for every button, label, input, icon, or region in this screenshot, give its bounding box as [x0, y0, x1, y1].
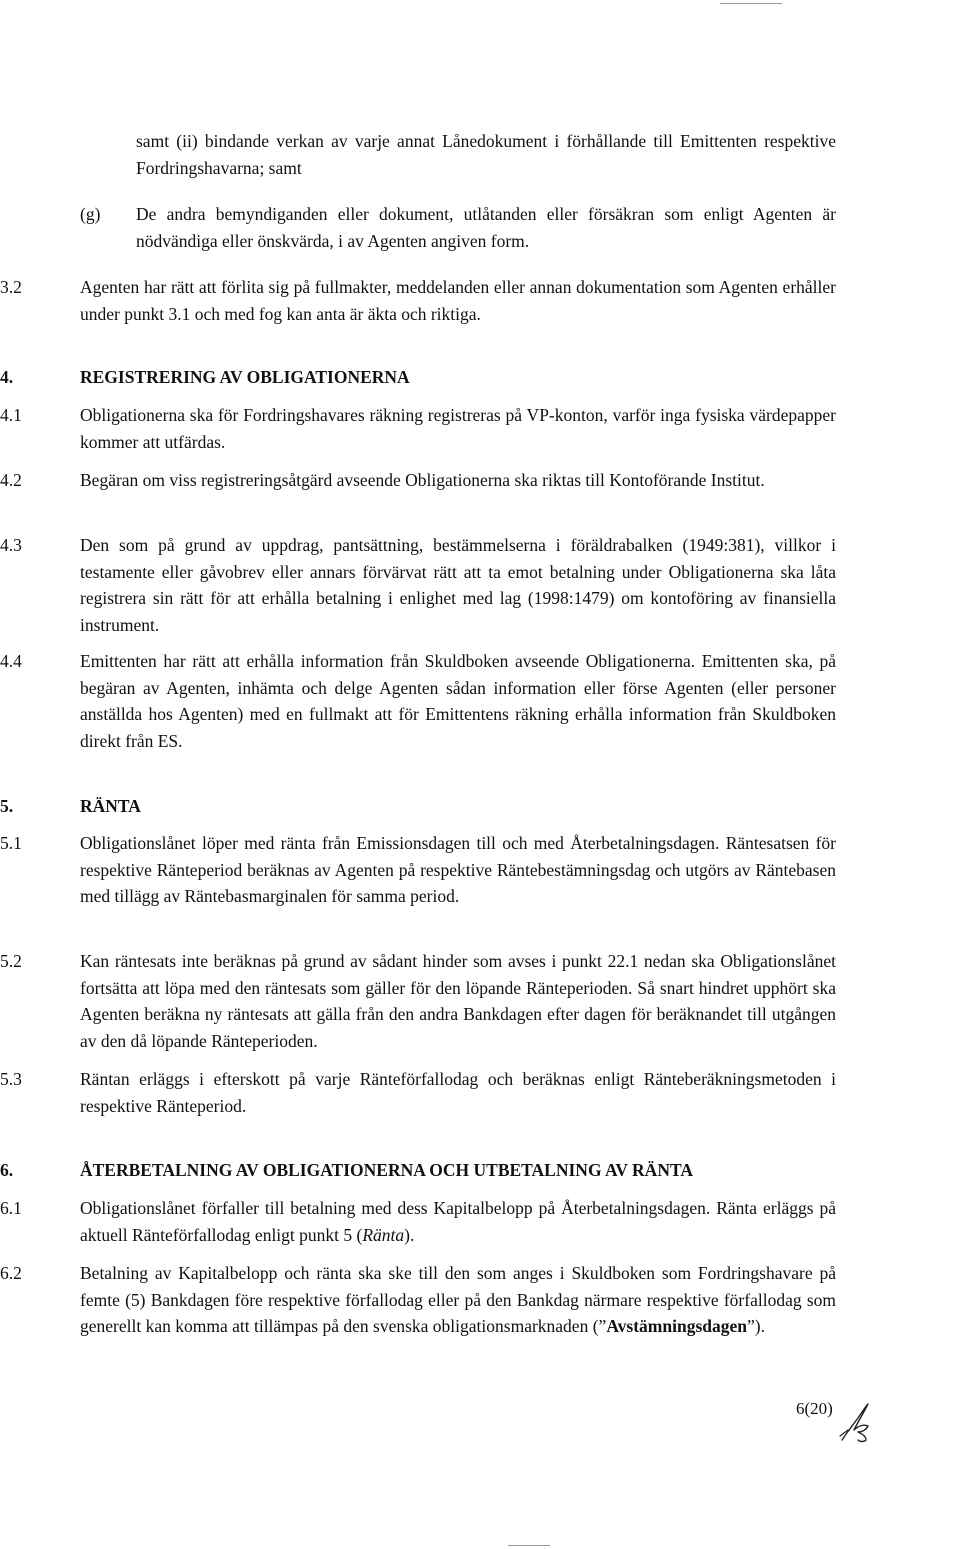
clause-6-2-text-b: ”). [747, 1316, 765, 1336]
clause-6-1-text [80, 1195, 836, 1248]
continuation-text: samt (ii) bindande verkan av varje annat Lånedokument i förhållande till Emittenten respektive Fordringshavarna; samt [136, 131, 836, 178]
continuation-paragraph [136, 128, 836, 181]
clause-4-3 [0, 532, 836, 638]
clause-3-2-number: 3.2 [0, 277, 22, 297]
clause-5-1-text: Obligationslånet löper med ränta från Emissionsdagen till och med Återbetalningsdagen. Räntesatsen för respektive Ränteperiod beräknas av Agenten på respektive Räntebestämningsdag och utgörs av Räntebasen med tillägg av Räntebasmarginalen för samma period. [80, 833, 836, 906]
handwritten-initials-signature [836, 1400, 876, 1444]
scan-artifact-line [720, 3, 782, 4]
clause-g-number: (g) [80, 204, 101, 224]
clause-5-2-number: 5.2 [0, 951, 22, 971]
section-4-title: REGISTRERING AV OBLIGATIONERNA [80, 367, 410, 387]
clause-4-4-text: Emittenten har rätt att erhålla information från Skuldboken avseende Obligationerna. Emittenten ska, på begäran av Agenten, inhämta och delge Agenten sådan information eller förse Agenten (eller personer anställda hos Agenten) med en fullmakt att för Emittentens räkning erhålla information från Skuldboken direkt från ES. [80, 651, 836, 751]
clause-5-3 [0, 1066, 836, 1119]
clause-3-2-text: Agenten har rätt att förlita sig på fullmakter, meddelanden eller annan dokumentation som Agenten erhåller under punkt 3.1 och med fog kan anta är äkta och riktiga. [80, 277, 836, 324]
clause-6-2-number: 6.2 [0, 1263, 22, 1283]
clause-5-1 [0, 830, 836, 910]
clause-4-3-number: 4.3 [0, 535, 22, 555]
clause-6-1-text-a: Obligationslånet förfaller till betalning med dess Kapitalbelopp på Återbetalningsdagen. Ränta erläggs på aktuell Ränteförfallodag enligt punkt 5 ( [80, 1198, 836, 1245]
clause-6-2 [0, 1260, 836, 1340]
clause-5-3-text: Räntan erläggs i efterskott på varje Ränteförfallodag och beräknas enligt Ränteberäkningsmetoden i respektive Ränteperiod. [80, 1069, 836, 1116]
clause-5-1-number: 5.1 [0, 833, 22, 853]
clause-6-2-text [80, 1260, 836, 1340]
section-4-number: 4. [0, 367, 14, 387]
clause-5-2 [0, 948, 836, 1054]
section-5-title: RÄNTA [80, 796, 141, 816]
clause-6-2-defined-term: Avstämningsdagen [606, 1316, 747, 1336]
clause-g-text: De andra bemyndiganden eller dokument, utlåtanden eller försäkran som enligt Agenten är nödvändiga eller önskvärda, i av Agenten angiven form. [136, 204, 836, 251]
clause-5-3-number: 5.3 [0, 1069, 22, 1089]
clause-3-2 [0, 274, 836, 327]
page-number: 6(20) [796, 1399, 833, 1418]
clause-4-4-number: 4.4 [0, 651, 22, 671]
clause-6-2-text-a: Betalning av Kapitalbelopp och ränta ska ske till den som anges i Skuldboken som Fordringshavare på femte (5) Bankdagen före respektive förfallodag eller på den Bankdag närmare respektive förfallodag som generellt kan komma att tillämpas på den svenska obligationsmarknaden (” [80, 1263, 836, 1336]
clause-5-2-text: Kan räntesats inte beräknas på grund av sådant hinder som avses i punkt 22.1 nedan ska Obligationslånet fortsätta att löpa med den räntesats som gäller för den löpande Ränteperioden. Så snart hindret upphört ska Agenten beräkna ny räntesats att gälla från den andra Bankdagen efter dagen för beräknandet till utgången av den då löpande Ränteperioden. [80, 951, 836, 1051]
clause-6-1-text-b: ). [404, 1224, 415, 1245]
section-5-number: 5. [0, 796, 14, 816]
section-6-title: ÅTERBETALNING AV OBLIGATIONERNA OCH UTBETALNING AV RÄNTA [80, 1160, 693, 1180]
clause-4-1-number: 4.1 [0, 405, 22, 425]
clause-6-1-number: 6.1 [0, 1198, 22, 1218]
clause-4-3-text: Den som på grund av uppdrag, pantsättning, bestämmelserna i föräldrabalken (1949:381), villkor i testamente eller gåvobrev eller annars förvärvat rätt att ta emot betalning under Obligationerna ska låta registrera sin rätt för att erhålla betalning i enlighet med lag (1998:1479) om kontoföring av finansiella instrument. [80, 535, 836, 635]
clause-g [80, 201, 836, 254]
clause-4-2 [0, 467, 836, 494]
clause-4-2-number: 4.2 [0, 470, 22, 490]
clause-4-4 [0, 648, 836, 754]
clause-4-1-text: Obligationerna ska för Fordringshavares räkning registreras på VP-konton, varför inga fysiska värdepapper kommer att utfärdas. [80, 405, 836, 452]
scan-artifact-line-bottom [508, 1545, 550, 1546]
clause-6-1 [0, 1195, 836, 1248]
clause-4-2-text: Begäran om viss registreringsåtgärd avseende Obligationerna ska riktas till Kontoförande Institut. [80, 470, 765, 490]
clause-4-1 [0, 402, 836, 455]
clause-6-1-italic-ref: Ränta [362, 1224, 405, 1245]
section-6-number: 6. [0, 1160, 14, 1180]
